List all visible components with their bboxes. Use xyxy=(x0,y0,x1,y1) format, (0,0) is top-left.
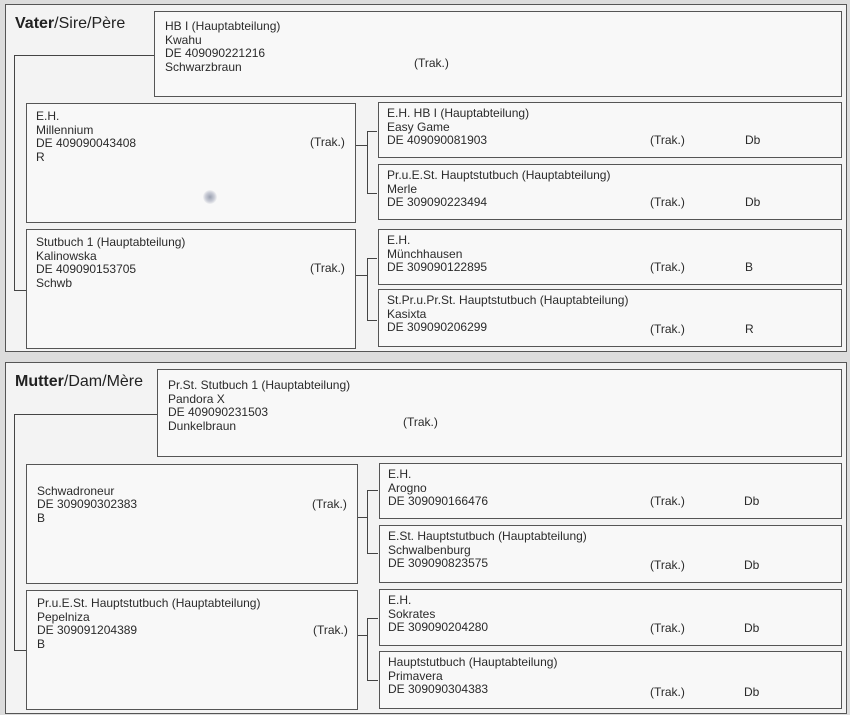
sire-grandparent-4-id: DE 309090206299 xyxy=(387,320,488,334)
sire-grandparent-3-line-1: E.H. xyxy=(387,233,411,247)
dam-main-id: DE 409090231503 xyxy=(168,405,269,419)
sire-parent-1-trak: (Trak.) xyxy=(310,135,345,149)
sire-grandparent-3-trak: (Trak.) xyxy=(650,260,685,274)
dam-parent-1-box xyxy=(26,464,358,584)
sire-p1-bracket-bottom xyxy=(367,193,377,194)
dam-grandparent-4-line-1: Hauptstutbuch (Hauptabteilung) xyxy=(388,655,558,669)
scan-smudge xyxy=(203,190,217,204)
dam-parent-2-trak: (Trak.) xyxy=(313,623,348,637)
sire-grandparent-4-name: Kasixta xyxy=(387,306,427,321)
dam-grandparent-4-trak: (Trak.) xyxy=(650,685,685,699)
dam-grandparent-1-id: DE 309090166476 xyxy=(388,494,489,508)
dam-heading-bold: Mutter xyxy=(15,373,64,390)
sire-grandparent-4-line-1: St.Pr.u.Pr.St. Hauptstutbuch (Hauptabteilung) xyxy=(387,293,629,307)
dam-parent-1-color: B xyxy=(37,510,46,525)
sire-grandparent-2-id: DE 309090223494 xyxy=(387,195,488,209)
sire-grandparent-1-color: Db xyxy=(745,133,761,147)
sire-parent-1-color: R xyxy=(36,149,45,164)
sire-parent-1-name: Millennium xyxy=(36,122,94,137)
dam-grandparent-1-line-1: E.H. xyxy=(388,467,412,481)
dam-parent-2-id: DE 309091204389 xyxy=(37,623,138,637)
sire-main-trak: (Trak.) xyxy=(414,56,449,70)
dam-p2-bracket-stem xyxy=(358,635,367,636)
sire-section xyxy=(5,4,847,352)
dam-section xyxy=(5,362,847,714)
sire-p1-bracket-stem xyxy=(356,145,367,146)
dam-grandparent-3-name: Sokrates xyxy=(388,606,436,621)
dam-heading-rest: /Dam/Mère xyxy=(63,373,144,390)
sire-grandparent-2-line-1: Pr.u.E.St. Hauptstutbuch (Hauptabteilung) xyxy=(387,168,611,182)
dam-p2-bracket-bottom xyxy=(367,680,378,681)
dam-grandparent-1-name: Arogno xyxy=(388,480,427,495)
sire-grandparent-3-color: B xyxy=(745,260,754,274)
sire-grandparent-2-color: Db xyxy=(745,195,761,209)
sire-parent-2-color: Schwb xyxy=(36,275,73,290)
dam-grandparent-2-box xyxy=(379,525,842,583)
dam-p1-bracket-stem xyxy=(358,517,367,518)
sire-connector-vertical xyxy=(14,55,15,290)
dam-grandparent-4-color: Db xyxy=(744,685,760,699)
sire-connector-top xyxy=(14,55,154,56)
dam-grandparent-1-trak: (Trak.) xyxy=(650,494,685,508)
dam-parent-1-trak: (Trak.) xyxy=(312,497,347,511)
sire-grandparent-4-color: R xyxy=(745,322,754,336)
dam-p1-bracket-top xyxy=(367,490,378,491)
sire-parent-2-id: DE 409090153705 xyxy=(36,262,137,276)
dam-p2-bracket-vertical xyxy=(367,618,368,680)
sire-grandparent-1-box xyxy=(378,102,842,158)
dam-grandparent-2-id: DE 309090823575 xyxy=(388,556,489,570)
dam-grandparent-4-name: Primavera xyxy=(388,668,443,683)
sire-parent-1-line-1: E.H. xyxy=(36,109,60,123)
dam-grandparent-3-id: DE 309090204280 xyxy=(388,620,489,634)
sire-heading-rest: /Sire/Père xyxy=(54,15,126,32)
sire-main-line-1: HB I (Hauptabteilung) xyxy=(165,19,281,33)
dam-parent-1-name: Schwadroneur xyxy=(37,483,115,498)
sire-grandparent-3-box xyxy=(378,229,842,285)
dam-grandparent-3-trak: (Trak.) xyxy=(650,621,685,635)
dam-p1-bracket-vertical xyxy=(367,490,368,553)
dam-grandparent-3-color: Db xyxy=(744,621,760,635)
sire-grandparent-4-box xyxy=(378,289,842,347)
dam-main-trak: (Trak.) xyxy=(403,415,438,429)
sire-heading xyxy=(15,15,125,33)
sire-grandparent-2-name: Merle xyxy=(387,181,418,196)
dam-grandparent-3-box xyxy=(379,589,842,646)
dam-grandparent-2-trak: (Trak.) xyxy=(650,558,685,572)
sire-p1-bracket-vertical xyxy=(367,131,368,193)
sire-main-name: Kwahu xyxy=(165,32,202,47)
dam-main-line-1: Pr.St. Stutbuch 1 (Hauptabteilung) xyxy=(168,378,351,392)
sire-grandparent-1-name: Easy Game xyxy=(387,119,450,134)
sire-grandparent-3-id: DE 309090122895 xyxy=(387,260,488,274)
dam-connector-bottom xyxy=(14,650,26,651)
sire-grandparent-1-trak: (Trak.) xyxy=(650,133,685,147)
sire-parent-2-box xyxy=(26,229,356,349)
sire-parent-1-id: DE 409090043408 xyxy=(36,136,137,150)
dam-connector-vertical xyxy=(14,414,15,650)
sire-connector-bottom xyxy=(14,290,26,291)
sire-grandparent-4-trak: (Trak.) xyxy=(650,322,685,336)
dam-parent-1-line-1 xyxy=(37,471,347,485)
sire-grandparent-3-name: Münchhausen xyxy=(387,246,463,261)
dam-heading xyxy=(15,373,143,391)
dam-grandparent-3-line-1: E.H. xyxy=(388,593,412,607)
sire-p1-bracket-top xyxy=(367,131,377,132)
sire-grandparent-1-line-1: E.H. HB I (Hauptabteilung) xyxy=(387,106,530,120)
sire-p2-bracket-top xyxy=(367,258,377,259)
sire-main-box xyxy=(154,11,842,97)
dam-grandparent-4-id: DE 309090304383 xyxy=(388,682,489,696)
dam-main-box xyxy=(157,369,842,457)
dam-p2-bracket-top xyxy=(367,618,378,619)
dam-main-color: Dunkelbraun xyxy=(168,418,237,433)
sire-grandparent-2-box xyxy=(378,164,842,220)
sire-main-id: DE 409090221216 xyxy=(165,46,266,60)
dam-connector-top xyxy=(14,414,157,415)
sire-p2-bracket-stem xyxy=(356,275,367,276)
sire-parent-2-line-1: Stutbuch 1 (Hauptabteilung) xyxy=(36,235,186,249)
dam-grandparent-4-box xyxy=(379,651,842,709)
sire-parent-2-trak: (Trak.) xyxy=(310,261,345,275)
sire-p2-bracket-vertical xyxy=(367,258,368,320)
sire-heading-bold: Vater xyxy=(15,15,55,32)
sire-p2-bracket-bottom xyxy=(367,320,377,321)
dam-grandparent-2-line-1: E.St. Hauptstutbuch (Hauptabteilung) xyxy=(388,529,587,543)
dam-parent-1-id: DE 309090302383 xyxy=(37,497,138,511)
dam-grandparent-2-color: Db xyxy=(744,558,760,572)
dam-parent-2-name: Pepelniza xyxy=(37,609,90,624)
sire-main-color: Schwarzbraun xyxy=(165,59,242,74)
dam-grandparent-1-color: Db xyxy=(744,494,760,508)
dam-main-name: Pandora X xyxy=(168,391,225,406)
dam-grandparent-2-name: Schwalbenburg xyxy=(388,542,471,557)
dam-p1-bracket-bottom xyxy=(367,553,378,554)
dam-parent-2-box xyxy=(26,590,358,710)
sire-parent-1-box xyxy=(26,103,356,223)
sire-grandparent-2-trak: (Trak.) xyxy=(650,195,685,209)
sire-grandparent-1-id: DE 409090081903 xyxy=(387,133,488,147)
dam-parent-2-line-1: Pr.u.E.St. Hauptstutbuch (Hauptabteilung) xyxy=(37,596,261,610)
dam-grandparent-1-box xyxy=(379,463,842,519)
dam-parent-2-color: B xyxy=(37,636,46,651)
sire-parent-2-name: Kalinowska xyxy=(36,248,97,263)
